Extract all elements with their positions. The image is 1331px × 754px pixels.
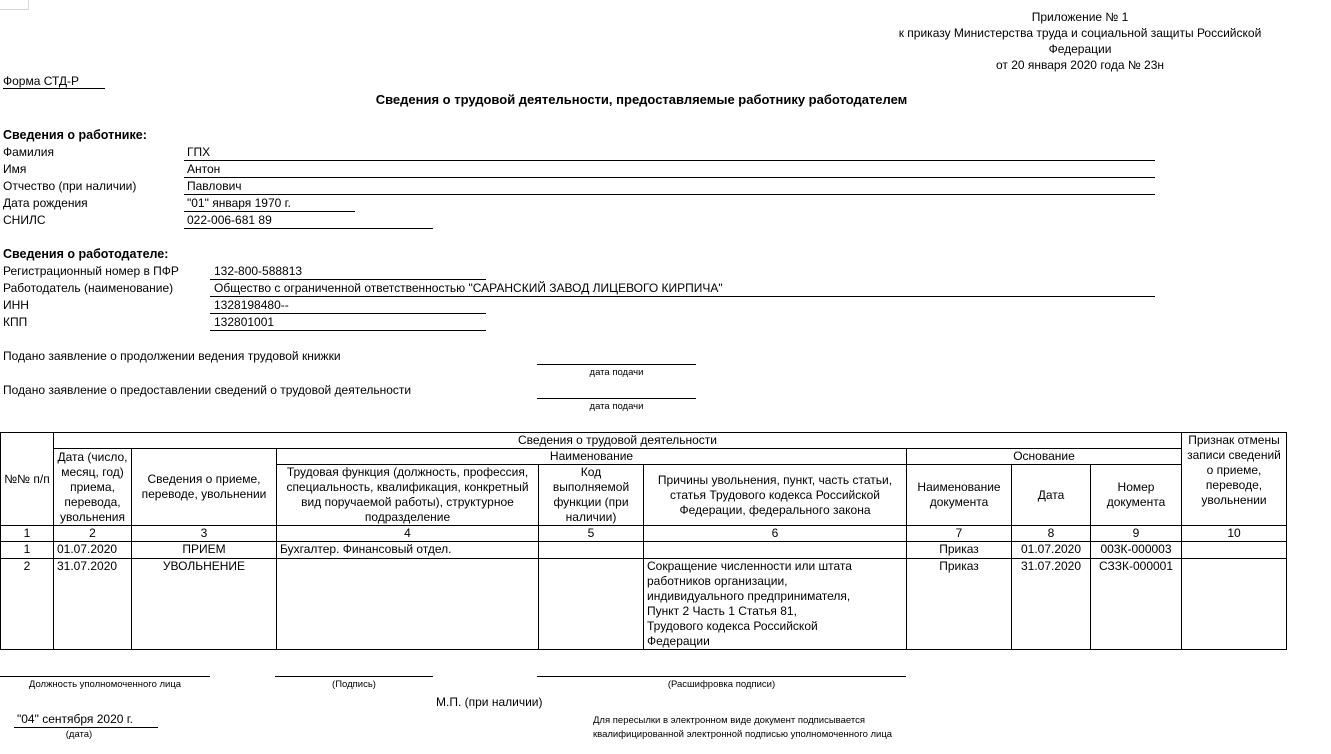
header-docname: Наименование документа (907, 465, 1012, 526)
row-n: 1 (1, 542, 54, 559)
snils-underline (184, 228, 433, 229)
continue-book-label: Подано заявление о продолжении ведения трудовой книжки (3, 349, 341, 363)
patronymic-label: Отчество (при наличии) (3, 179, 137, 193)
signing-date-caption: (дата) (65, 729, 93, 740)
appendix-line-4: от 20 января 2020 года № 23н (995, 58, 1165, 72)
signature-line (275, 676, 433, 677)
row-cancel (1182, 559, 1287, 650)
header-naimenovanie: Наименование (277, 449, 907, 465)
decoding-caption: (Расшифровка подписи) (667, 679, 776, 690)
reg-label: Регистрационный номер в ПФР (3, 264, 179, 278)
header-activity: Сведения о трудовой деятельности (54, 433, 1182, 449)
table-row (1, 559, 1287, 650)
header-date: Дата (число, месяц, год) приема, перевода, увольнения (54, 449, 132, 526)
row-code (539, 542, 644, 559)
row-doc: Приказ (907, 559, 1012, 650)
decoding-line (537, 676, 906, 677)
header-function: Трудовая функция (должность, профессия, специальность, квалификация, конкретный вид поручаемой работы), структурное подразделение (277, 465, 539, 526)
birth-value: "01" января 1970 г. (187, 196, 291, 210)
stamp-label: М.П. (при наличии) (436, 695, 543, 709)
signing-date: "04" сентября 2020 г. (17, 712, 134, 726)
row-event: УВОЛЬНЕНИЕ (132, 559, 277, 650)
employer-name-value: Общество с ограниченной ответственностью "САРАНСКИЙ ЗАВОД ЛИЦЕВОГО КИРПИЧА" (214, 281, 723, 295)
col-number: 7 (907, 526, 1012, 542)
snils-label: СНИЛС (3, 213, 46, 227)
kpp-underline (210, 330, 486, 331)
employer-name-underline (210, 296, 1155, 297)
form-label: Форма СТД-Р (3, 74, 80, 88)
row-date: 01.07.2020 (54, 542, 132, 559)
provide-date-line (537, 398, 696, 399)
row-reason (644, 542, 907, 559)
surname-value: ГПХ (187, 145, 211, 159)
row-doc-num: СЗЗК-000001 (1091, 559, 1182, 650)
row-date: 31.07.2020 (54, 559, 132, 650)
position-caption: Должность уполномоченного лица (28, 679, 182, 690)
col-number: 4 (277, 526, 539, 542)
birth-label: Дата рождения (3, 196, 88, 210)
kpp-label: КПП (3, 315, 28, 329)
name-underline (184, 177, 1155, 178)
employee-heading: Сведения о работнике: (3, 128, 147, 142)
birth-underline (184, 211, 355, 212)
continue-date-line (537, 364, 696, 365)
row-cancel (1182, 542, 1287, 559)
position-line (0, 676, 210, 677)
row-doc-date: 31.07.2020 (1012, 559, 1091, 650)
col-number: 6 (644, 526, 907, 542)
name-value: Антон (187, 162, 221, 176)
name-label: Имя (3, 162, 27, 176)
row-function: Бухгалтер. Финансовый отдел. (277, 542, 539, 559)
reg-value: 132-800-588813 (214, 264, 303, 278)
col-number: 1 (1, 526, 54, 542)
patronymic-value: Павлович (187, 179, 242, 193)
header-code: Код выполняемой функции (при наличии) (539, 465, 644, 526)
continue-date-caption: дата подачи (589, 367, 644, 378)
e-signature-note-1: Для пересылки в электронном виде документ подписывается (593, 715, 865, 726)
employer-heading: Сведения о работодателе: (3, 247, 169, 261)
col-number: 10 (1182, 526, 1287, 542)
appendix-line-3: Федерации (1048, 42, 1112, 56)
header-cancel: Признак отмены записи сведений о приеме, переводе, увольнении (1182, 433, 1287, 526)
surname-underline (184, 160, 1155, 161)
col-number: 3 (132, 526, 277, 542)
header-num: №№ п/п (1, 433, 54, 526)
row-doc: Приказ (907, 542, 1012, 559)
appendix-line-2: к приказу Министерства труда и социальной защиты Российской (898, 26, 1262, 40)
col-number: 9 (1091, 526, 1182, 542)
table-row (1, 542, 1287, 559)
provide-date-caption: дата подачи (589, 401, 644, 412)
signing-date-line (14, 727, 158, 728)
row-code (539, 559, 644, 650)
sheet-corner (0, 0, 29, 10)
signature-caption: (Подпись) (332, 679, 376, 690)
page-title: Сведения о трудовой деятельности, предоставляемые работнику работодателем (375, 92, 908, 107)
inn-value: 1328198480-- (214, 298, 289, 312)
reg-underline (210, 279, 486, 280)
header-basis: Основание (907, 449, 1182, 465)
row-n: 2 (1, 559, 54, 650)
employer-name-label: Работодатель (наименование) (3, 281, 174, 295)
appendix-line-1: Приложение № 1 (1031, 10, 1129, 24)
header-docnum: Номер документа (1091, 465, 1182, 526)
row-event: ПРИЕМ (132, 542, 277, 559)
col-number: 2 (54, 526, 132, 542)
inn-label: ИНН (3, 298, 29, 312)
col-number: 5 (539, 526, 644, 542)
provide-info-label: Подано заявление о предоставлении сведений о трудовой деятельности (3, 383, 412, 397)
col-number: 8 (1012, 526, 1091, 542)
kpp-value: 132801001 (214, 315, 275, 329)
header-info: Сведения о приеме, переводе, увольнении (132, 449, 277, 526)
header-reasons: Причины увольнения, пункт, часть статьи, статья Трудового кодекса Российской Федерации, федерального закона (644, 465, 907, 526)
row-reason: Сокращение численности или штата работников организации, индивидуального предпринимателя, Пункт 2 Часть 1 Статья 81, Трудового кодекса Российской Федерации (644, 559, 907, 650)
row-doc-num: 003К-000003 (1091, 542, 1182, 559)
header-docdate: Дата (1012, 465, 1091, 526)
labor-activity-table (0, 432, 1287, 650)
inn-underline (210, 313, 486, 314)
form-label-underline (3, 88, 105, 89)
row-function (277, 559, 539, 650)
snils-value: 022-006-681 89 (187, 213, 272, 227)
patronymic-underline (184, 194, 1155, 195)
surname-label: Фамилия (3, 145, 54, 159)
e-signature-note-2: квалифицированной электронной подписью уполномоченного лица (593, 729, 893, 740)
row-doc-date: 01.07.2020 (1012, 542, 1091, 559)
